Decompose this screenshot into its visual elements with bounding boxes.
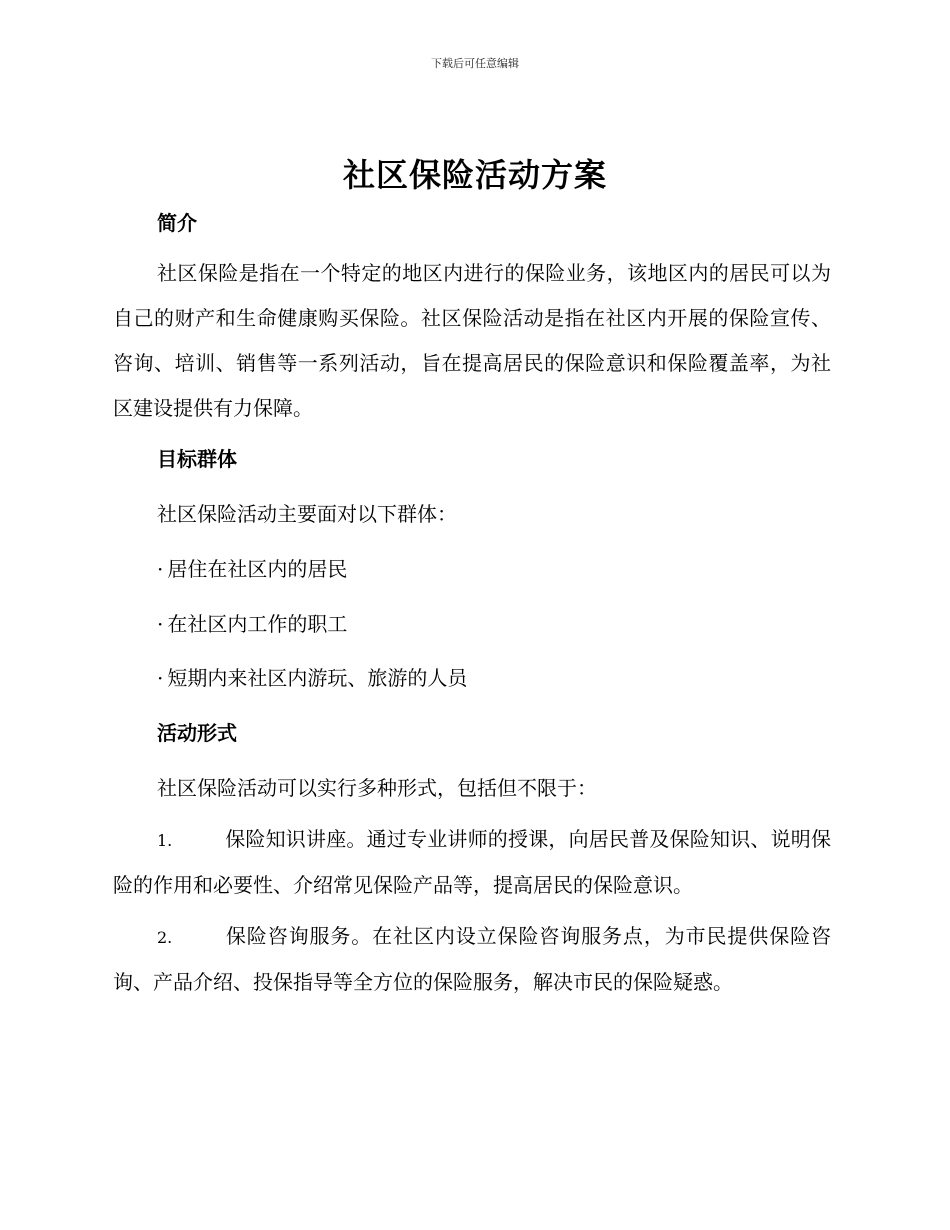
intro-paragraph: 社区保险是指在一个特定的地区内进行的保险业务，该地区内的居民可以为自己的财产和生命健康购买保险。社区保险活动是指在社区内开展的保险宣传、咨询、培训、销售等一系列活动，旨在提高居民的保险意识和保险覆盖率，为社区建设提供有力保障。 <box>113 261 831 420</box>
item-text: 保险咨询服务。在社区内设立保险咨询服务点，为市民提供保险咨询、产品介绍、投保指导等全方位的保险服务，解决市民的保险疑惑。 <box>113 924 831 994</box>
header-note: 下载后可任意编辑 <box>431 57 519 70</box>
numbered-item <box>113 817 831 908</box>
bullet-dot: · <box>157 666 164 690</box>
bullet-dot: · <box>157 612 164 636</box>
list-item <box>157 553 347 582</box>
bullet-dot: · <box>157 557 164 581</box>
item-number: 1. <box>157 831 173 850</box>
section-heading-intro: 简介 <box>157 211 197 235</box>
document-title: 社区保险活动方案 <box>342 156 607 194</box>
item-number: 2. <box>157 928 173 947</box>
section-heading-target: 目标群体 <box>157 447 237 471</box>
bullet-text: 在社区内工作的职工 <box>167 612 348 636</box>
bullet-text: 居住在社区内的居民 <box>167 557 348 581</box>
list-item <box>157 608 347 637</box>
item-text: 保险知识讲座。通过专业讲师的授课，向居民普及保险知识、说明保险的作用和必要性、介绍常见保险产品等，提高居民的保险意识。 <box>113 827 831 897</box>
forms-lead: 社区保险活动可以实行多种形式，包括但不限于： <box>157 776 597 800</box>
numbered-item <box>113 914 831 1005</box>
target-lead: 社区保险活动主要面对以下群体： <box>157 502 457 526</box>
bullet-text: 短期内来社区内游玩、旅游的人员 <box>167 666 468 690</box>
list-item <box>157 662 467 691</box>
section-heading-forms: 活动形式 <box>157 721 237 745</box>
